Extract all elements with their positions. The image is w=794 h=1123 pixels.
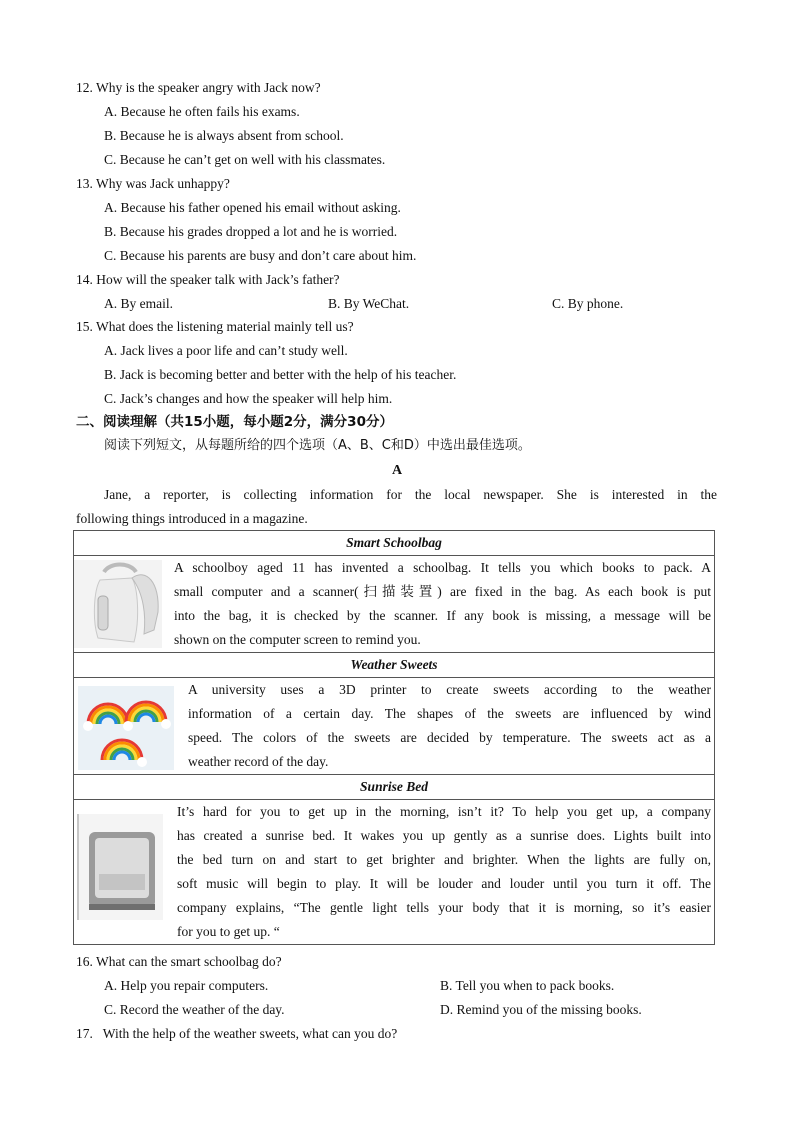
passage-intro-line-1: Jane, a reporter, is collecting information for the local newspaper. She is interested in the — [104, 487, 717, 502]
question-12-option-b: B. Because he is always absent from school. — [104, 128, 344, 143]
question-13-option-a: A. Because his father opened his email without asking. — [104, 200, 401, 215]
rainbow-sweets-icon — [78, 686, 174, 770]
passage-label: A — [391, 463, 403, 478]
question-17-stem: 17. With the help of the weather sweets, what can you do? — [76, 1026, 398, 1041]
question-14-stem: 14. How will the speaker talk with Jack’s father? — [76, 272, 340, 287]
bed-title: Sunrise Bed — [360, 779, 428, 794]
passage-intro-line-2: following things introduced in a magazine. — [76, 511, 308, 526]
sunrise-bed-icon — [77, 814, 163, 920]
sweets-text: A university uses a 3D printer to create sweets according to the weather information of a certain day. The shapes of the sweets are influenced by wind speed. The colors of the sweets are decided by temperature. The sweets act as a weather record of the day. — [188, 682, 711, 769]
question-14-option-c: C. By phone. — [552, 296, 624, 311]
question-15-option-b: B. Jack is becoming better and better with the help of his teacher. — [104, 367, 457, 382]
question-16-option-c: C. Record the weather of the day. — [104, 1002, 285, 1017]
question-16-stem: 16. What can the smart schoolbag do? — [76, 954, 282, 969]
question-14-option-a: A. By email. — [104, 296, 173, 311]
question-13-option-b: B. Because his grades dropped a lot and he is worried. — [104, 224, 398, 239]
question-14-option-b: B. By WeChat. — [328, 296, 410, 311]
question-15-stem: 15. What does the listening material mainly tell us? — [76, 319, 354, 334]
question-15-option-a: A. Jack lives a poor life and can’t study well. — [104, 343, 348, 358]
question-13-option-c: C. Because his parents are busy and don’t care about him. — [104, 248, 417, 263]
sweets-image — [74, 678, 188, 774]
question-16-option-b: B. Tell you when to pack books. — [440, 978, 615, 993]
section-heading: 二、阅读理解（共15小题，每小题2分，满分30分） — [76, 414, 393, 430]
schoolbag-icon — [74, 560, 174, 648]
question-12-option-a: A. Because he often fails his exams. — [104, 104, 300, 119]
question-16-option-d: D. Remind you of the missing books. — [440, 1002, 642, 1017]
question-12-stem: 12. Why is the speaker angry with Jack now? — [76, 80, 321, 95]
sweets-title: Weather Sweets — [350, 657, 438, 672]
bed-text: It’s hard for you to get up in the morning, isn’t it? To help you get up, a company has created a sunrise bed. It wakes you up gently as a sunrise does. Lights built into the bed turn on and start to get brighter and brighter. When the lights are fully on, soft music will begin to play. It will be louder and louder until you turn it off. The company explains, “The gentle light tells your body that it is morning, so it’s easier for you to get up. “ — [177, 804, 711, 939]
question-12-option-c: C. Because he can’t get on well with his classmates. — [104, 152, 386, 167]
inventions-table — [73, 530, 715, 945]
question-13-stem: 13. Why was Jack unhappy? — [76, 176, 230, 191]
schoolbag-image — [74, 556, 174, 652]
question-16-option-a: A. Help you repair computers. — [104, 978, 269, 993]
schoolbag-title: Smart Schoolbag — [346, 535, 442, 550]
question-15-option-c: C. Jack’s changes and how the speaker will help him. — [104, 391, 393, 406]
schoolbag-text: A schoolboy aged 11 has invented a schoolbag. It tells you which books to pack. A small computer and a scanner(扫描装置) are fixed in the bag. As each book is put into the bag, it is checked by the scanner. If any book is missing, a message will be shown on the computer screen to remind you. — [174, 560, 711, 647]
section-instruction: 阅读下列短文，从每题所给的四个选项（A、B、C和D）中选出最佳选项。 — [104, 438, 531, 453]
bed-image — [74, 800, 177, 944]
